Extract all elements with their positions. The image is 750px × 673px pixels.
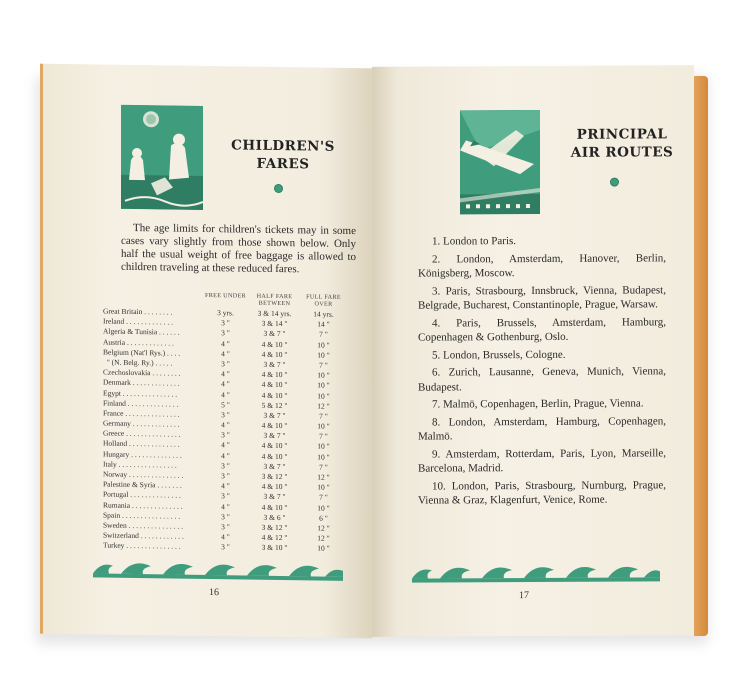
half-fare-cell: 3 & 7 " [263,410,286,420]
green-dot-ornament-icon [274,184,283,193]
country-cell: Sweden . . . . . . . . . . . . . . . [103,520,183,531]
full-fare-cell: 7 " [319,360,328,370]
full-fare-cell: 7 " [319,462,328,472]
half-fare-cell: 3 & 7 " [263,461,286,471]
country-cell: Belgium (Nat'l Rys.) . . . . [103,347,181,358]
wave-border-icon [412,559,660,586]
left-page [40,64,372,639]
half-fare-cell: 3 & 7 " [263,492,286,502]
free-under-cell: 4 " [221,338,230,348]
half-fare-cell: 4 & 10 " [261,390,288,400]
route-item: 8. London, Amsterdam, Hamburg, Copenhagen, Malmö. [418,415,666,443]
country-cell: Great Britain . . . . . . . . [103,306,173,317]
country-cell: Denmark . . . . . . . . . . . . . [103,377,180,388]
heading-line-2: FARES [256,155,310,173]
half-fare-cell: 5 & 12 " [261,400,288,410]
full-fare-cell: 10 " [317,350,330,360]
heading-line-1: CHILDREN'S [231,137,335,155]
free-under-cell: 3 " [221,430,230,440]
full-fare-cell: 10 " [317,391,330,401]
childrens-fares-intro: The age limits for children's tickets may in some cases vary slightly from those shown below. Only half the usual weight of free baggage is allowed to children traveling at these reduced fares. [121,221,356,276]
green-dot-ornament-icon [610,178,619,187]
free-under-cell: 4 " [221,389,230,399]
wave-border-icon [93,555,343,584]
free-under-cell: 3 " [221,522,230,532]
country-cell: Hungary . . . . . . . . . . . . . . [103,449,182,460]
full-fare-cell: 7 " [319,411,328,421]
country-cell: France . . . . . . . . . . . . . . . [103,408,180,419]
country-cell: Switzerland . . . . . . . . . . . . [103,530,184,541]
half-fare-cell: 3 & 7 " [263,359,286,370]
full-fare-cell: 12 " [317,401,330,411]
country-cell: Finland . . . . . . . . . . . . . . [103,398,179,409]
country-cell: " (N. Belg. Ry.) . . . . . [103,357,173,368]
full-fare-cell: 10 " [317,370,330,380]
half-fare-cell: 4 & 10 " [261,349,288,359]
col-free-header: FREE UNDER [205,291,246,300]
route-item: 2. London, Amsterdam, Hanover, Berlin, Königsberg, Moscow. [418,251,666,280]
page-number-right: 17 [519,590,529,602]
full-fare-cell: 7 " [319,329,328,340]
free-under-cell: 3 " [221,318,230,328]
full-fare-cell: 12 " [317,533,330,543]
half-fare-cell: 4 & 10 " [261,502,288,512]
full-fare-cell: 10 " [317,380,330,391]
full-fare-cell: 10 " [317,441,330,452]
route-item: 6. Zurich, Lausanne, Geneva, Munich, Vienna, Budapest. [418,365,666,394]
free-under-cell: 3 " [221,511,230,522]
air-routes-list [418,233,666,511]
free-under-cell: 3 " [221,491,230,501]
free-under-cell: 4 " [221,369,230,379]
half-fare-cell: 4 & 10 " [261,481,288,492]
free-under-cell: 4 " [221,532,230,542]
half-fare-cell: 4 & 10 " [261,369,288,380]
free-under-cell: 4 " [221,420,230,430]
full-fare-cell: 12 " [317,523,330,533]
half-fare-cell: 3 & 14 " [261,318,288,329]
full-fare-cell: 10 " [317,452,330,462]
col-half-header: HALF FARE BETWEEN [256,292,293,308]
half-fare-cell: 4 & 10 " [261,451,288,461]
free-under-cell: 5 " [221,399,230,410]
page-edge [694,76,708,636]
full-fare-cell: 10 " [317,543,330,554]
free-under-cell: 3 " [221,471,230,481]
col-full-header: FULL FARE OVER [306,293,341,308]
full-fare-cell: 6 " [319,513,328,523]
heading-line-2: AIR ROUTES [570,144,674,162]
half-fare-cell: 4 & 10 " [261,380,288,390]
table-body [103,307,348,555]
full-fare-cell: 10 " [317,421,330,431]
country-cell: Holland . . . . . . . . . . . . . . [103,438,180,450]
heading-line-1: PRINCIPAL [576,126,668,143]
full-fare-cell: 7 " [319,431,328,441]
country-cell: Algeria & Tunisia . . . . . . [103,326,180,338]
free-under-cell: 3 " [221,410,230,420]
full-fare-cell: 10 " [317,340,330,350]
country-cell: Austria . . . . . . . . . . . . . [103,337,174,348]
country-cell: Germany . . . . . . . . . . . . . [103,418,180,429]
open-booklet [40,66,700,636]
full-fare-cell: 14 " [317,319,330,329]
free-under-cell: 3 " [221,328,230,338]
right-page [372,65,694,637]
country-cell: Greece . . . . . . . . . . . . . . . [103,428,181,439]
full-fare-cell: 7 " [319,492,328,503]
country-cell: Turkey . . . . . . . . . . . . . . . [103,540,181,551]
free-under-cell: 4 " [221,450,230,460]
airplane-illustration-icon [460,110,540,214]
half-fare-cell: 4 & 10 " [261,339,288,349]
half-fare-cell: 4 & 10 " [261,420,288,431]
half-fare-cell: 3 & 6 " [263,512,286,522]
half-fare-cell: 3 & 12 " [261,522,288,533]
free-under-cell: 4 " [221,481,230,491]
country-cell: Rumania . . . . . . . . . . . . . . [103,500,183,511]
route-item: 4. Paris, Brussels, Amsterdam, Hamburg, Copenhagen & Gothenburg, Oslo. [418,315,666,344]
half-fare-cell: 3 & 7 " [263,329,286,339]
children-playing-illustration-icon [121,105,203,210]
route-item: 9. Amsterdam, Rotterdam, Paris, Lyon, Marseille, Barcelona, Madrid. [418,447,666,475]
route-item: 3. Paris, Strasbourg, Innsbruck, Vienna, Budapest, Belgrade, Bucharest, Constantinople, Prague, Warsaw. [418,283,666,312]
country-cell: Egypt . . . . . . . . . . . . . . . [103,388,178,399]
free-under-cell: 4 " [221,379,230,389]
principal-air-routes-heading [567,125,677,162]
free-under-cell: 4 " [221,348,230,359]
childrens-fares-heading [228,136,338,174]
half-fare-cell: 3 & 14 yrs. [257,308,292,319]
page-number-left: 16 [209,587,219,599]
half-fare-cell: 4 & 10 " [261,441,288,451]
full-fare-cell: 14 yrs. [313,309,334,319]
route-item: 7. Malmö, Copenhagen, Berlin, Prague, Vienna. [432,397,644,411]
table-row [103,541,348,555]
table-header [103,291,348,308]
full-fare-cell: 10 " [317,482,330,492]
free-under-cell: 4 " [221,501,230,511]
country-cell: Ireland . . . . . . . . . . . . . [103,316,173,327]
free-under-cell: 3 " [221,359,230,369]
full-fare-cell: 12 " [317,472,330,482]
full-fare-cell: 10 " [317,503,330,513]
route-item: 10. London, Paris, Strasbourg, Nurnburg, Prague, Vienna & Graz, Klagenfurt, Venice, Rome. [418,479,666,507]
half-fare-cell: 3 & 10 " [261,543,288,553]
half-fare-cell: 3 & 7 " [263,431,286,441]
country-cell: Norway . . . . . . . . . . . . . . . [103,469,184,480]
free-under-cell: 3 yrs. [217,308,234,318]
country-cell: Spain . . . . . . . . . . . . . . . . [103,510,181,521]
country-cell: Palestine & Syria . . . . . . . [103,479,182,490]
route-item: 5. London, Brussels, Cologne. [432,348,566,362]
free-under-cell: 3 " [221,542,230,552]
country-cell: Portugal . . . . . . . . . . . . . . [103,489,181,501]
half-fare-cell: 3 & 12 " [261,471,288,482]
half-fare-cell: 4 & 12 " [261,532,288,543]
country-cell: Czechoslovakia . . . . . . . . [103,367,181,378]
childrens-fares-table [103,291,348,555]
free-under-cell: 4 " [221,440,230,450]
free-under-cell: 3 " [221,461,230,471]
route-item: 1. London to Paris. [432,235,517,248]
country-cell: Italy . . . . . . . . . . . . . . . . [103,459,177,470]
